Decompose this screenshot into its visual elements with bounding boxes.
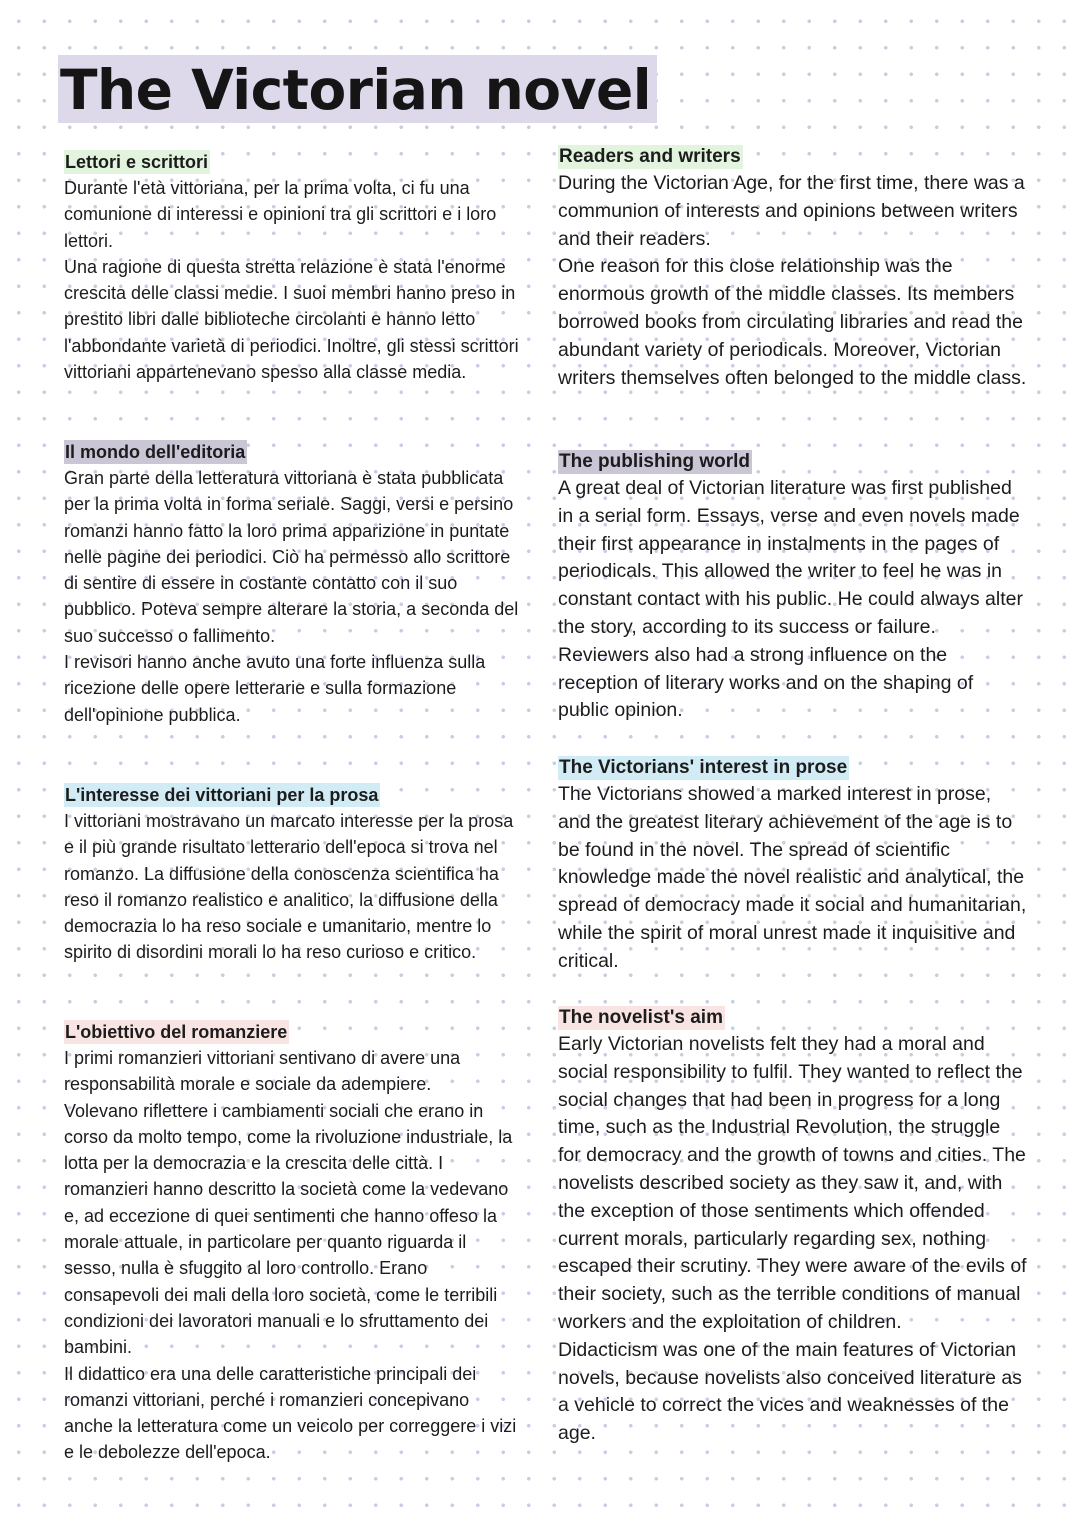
section-body bbox=[558, 781, 1028, 976]
paragraph: Didacticism was one of the main features of Victorian novels, because novelists also conceived literature as a vehicle to correct the vices and weaknesses of the age. bbox=[558, 1338, 1022, 1445]
section-interesse-prosa bbox=[64, 783, 522, 966]
paragraph: One reason for this close relationship was the enormous growth of the middle classes. Its members borrowed books from circulating libraries and read the abundant variety of periodicals. Moreover, Victorian writers themselves often belonged to the middle class. bbox=[558, 255, 1027, 389]
section-body bbox=[64, 808, 522, 966]
paragraph: During the Victorian Age, for the first time, there was a communion of interests and opinions between writers and their readers. bbox=[558, 172, 1025, 250]
paragraph: Reviewers also had a strong influence on the reception of literary works and on the shaping of public opinion. bbox=[558, 643, 974, 722]
paragraph: Gran parte della letteratura vittoriana è stata pubblicata per la prima volta in forma seriale. Saggi, versi e persino romanzi hanno fatto la loro prima apparizione in puntate nelle pagine dei periodici. Ciò ha permesso allo scrittore di sentire di essere in costante contatto con il suo pubblico. Poteva sempre alterare la storia, a seconda del suo successo o fallimento. bbox=[64, 468, 519, 646]
paragraph: A great deal of Victorian literature was first published in a serial form. Essays, verse and even novels made their first appearance in instalments in the pages of periodicals. This allowed the writer to feel he was in constant contact with his public. He could always alter the story, according to its success or failure. bbox=[558, 477, 1023, 638]
section-body bbox=[64, 465, 522, 728]
section-lettori-e-scrittori bbox=[64, 150, 522, 385]
paragraph: I revisori hanno anche avuto una forte influenza sulla ricezione delle opere letterarie e sulla formazione dell'opinione pubblica. bbox=[64, 652, 486, 725]
section-body bbox=[558, 1031, 1028, 1448]
paragraph: The Victorians showed a marked interest in prose, and the greatest literary achievement of the age is to be found in the novel. The spread of scientific knowledge made the novel realistic and analytical, the spread of democracy made it social and humanitarian, while the spirit of moral unrest made it inquisitive and critical. bbox=[558, 783, 1027, 972]
section-heading: Lettori e scrittori bbox=[65, 152, 209, 172]
section-publishing-world bbox=[558, 450, 1028, 725]
paragraph: Volevano riflettere i cambiamenti sociali che erano in corso da molto tempo, come la rivoluzione industriale, la lotta per la democrazia e la crescita delle città. I romanzieri hanno descritto la società come la vedevano e, ad eccezione di quei sentimenti che hanno offeso la morale attuale, in particolare per quanto riguarda il sesso, nulla è sfuggito al loro controllo. Erano consapevoli dei mali della loro società, come le terribili condizioni dei lavoratori manuali e lo sfruttamento dei bambini. bbox=[64, 1100, 513, 1358]
section-heading: The publishing world bbox=[559, 451, 751, 472]
section-heading: L'interesse dei vittoriani per la prosa bbox=[65, 785, 379, 805]
section-body bbox=[64, 1045, 522, 1466]
paragraph: Early Victorian novelists felt they had a moral and social responsibility to fulfil. They wanted to reflect the social changes that had been in progress for a long time, such as the Industrial Revolution, the struggle for democracy and the growth of towns and cities. The novelists described society as they saw it, and, with the exception of those sentiments which offended current morals, particularly regarding sex, nothing escaped their scrutiny. They were aware of the evils of their society, such as the terrible conditions of manual workers and the exploitation of children. bbox=[558, 1033, 1027, 1333]
paragraph: Il didattico era una delle caratteristiche principali dei romanzi vittoriani, perché i romanzieri concepivano anche la letteratura come un veicolo per correggere i vizi e le debolezze dell'epoca. bbox=[64, 1363, 517, 1463]
paragraph: Durante l'età vittoriana, per la prima volta, ci fu una comunione di interessi e opinioni tra gli scrittori e i loro lettori. bbox=[64, 178, 497, 251]
paragraph: I vittoriani mostravano un marcato interesse per la prosa e il più grande risultato letterario dell'epoca si trova nel romanzo. La diffusione della conoscenza scientifica ha reso il romanzo realistico e analitico, la diffusione della democrazia lo ha reso sociale e umanitario, mentre lo spirito di disordini morali lo ha reso curioso e critico. bbox=[64, 811, 514, 963]
section-heading: Readers and writers bbox=[559, 146, 741, 167]
section-body bbox=[558, 170, 1028, 392]
section-heading: Il mondo dell'editoria bbox=[65, 442, 246, 462]
section-heading: The novelist's aim bbox=[559, 1007, 723, 1028]
paragraph: I primi romanzieri vittoriani sentivano di avere una responsabilità morale e sociale da adempiere. bbox=[64, 1048, 461, 1095]
section-obiettivo-romanziere bbox=[64, 1020, 522, 1466]
section-heading: The Victorians' interest in prose bbox=[559, 757, 848, 778]
section-mondo-editoria bbox=[64, 440, 522, 728]
page-title: The Victorian novel bbox=[58, 55, 657, 123]
section-novelists-aim bbox=[558, 1006, 1028, 1448]
section-victorians-interest-prose bbox=[558, 756, 1028, 976]
section-body bbox=[558, 475, 1028, 725]
section-heading: L'obiettivo del romanziere bbox=[65, 1022, 288, 1042]
section-readers-and-writers bbox=[558, 145, 1028, 392]
paragraph: Una ragione di questa stretta relazione è stata l'enorme crescita delle classi medie. I suoi membri hanno preso in prestito libri dalle biblioteche circolanti e hanno letto l'abbondante varietà di periodici. Inoltre, gli stessi scrittori vittoriani appartenevano spesso alla classe media. bbox=[64, 256, 519, 383]
section-body bbox=[64, 175, 522, 385]
